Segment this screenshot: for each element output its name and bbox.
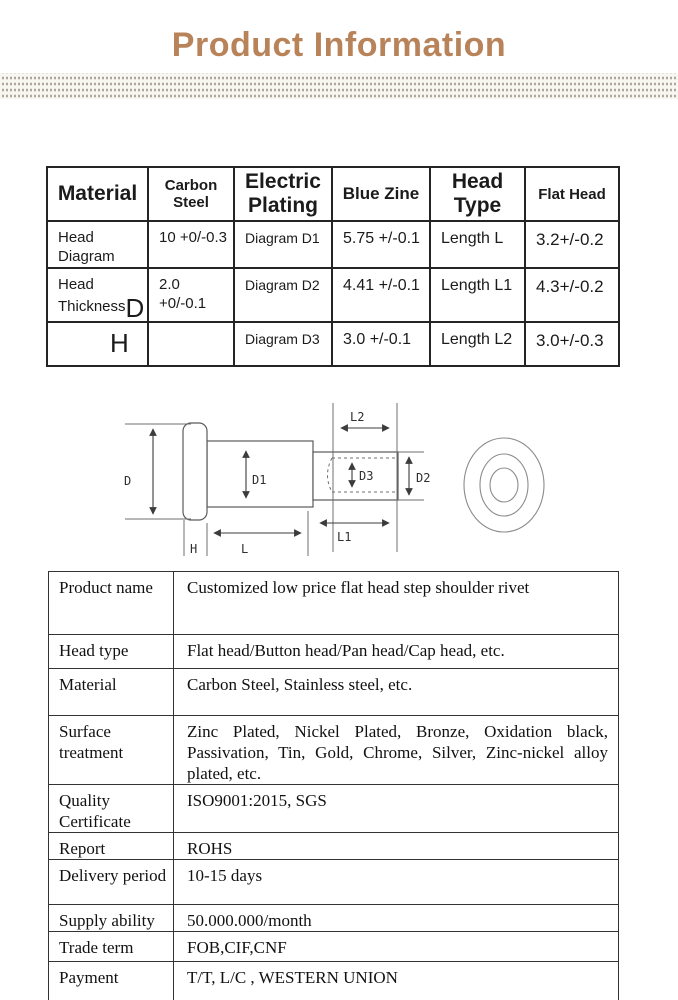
info-label: Report — [49, 833, 174, 860]
info-value: Carbon Steel, Stainless steel, etc. — [174, 669, 619, 716]
info-label: Quality Certificate — [49, 785, 174, 833]
info-value: T/T, L/C , WESTERN UNION — [174, 962, 619, 1000]
spec-cell: Diagram D1 — [234, 221, 332, 268]
info-label: Product name — [49, 572, 174, 635]
dotted-divider — [0, 73, 678, 99]
spec-table — [46, 166, 620, 367]
dim-label-l: L — [241, 542, 249, 556]
info-label: Surface treatment — [49, 716, 174, 785]
spec-row — [47, 268, 619, 322]
spec-cell: Length L — [430, 221, 525, 268]
info-label: Trade term — [49, 932, 174, 962]
dim-label-l2: L2 — [350, 410, 365, 424]
spec-header-cell: Blue Zine — [332, 167, 430, 221]
info-label: Delivery period — [49, 860, 174, 905]
spec-cell: 3.2+/-0.2 — [525, 221, 619, 268]
spec-cell: Length L1 — [430, 268, 525, 322]
spec-cell: 4.3+/-0.2 — [525, 268, 619, 322]
spec-header-cell: Material — [47, 167, 148, 221]
spec-cell — [47, 322, 148, 366]
spec-cell: 3.0 +/-0.1 — [332, 322, 430, 366]
table-row — [49, 962, 619, 1000]
spec-header-cell: Carbon Steel — [148, 167, 234, 221]
spec-cell: 10 +0/-0.3 — [148, 221, 234, 268]
info-label: Head type — [49, 635, 174, 669]
info-value: FOB,CIF,CNF — [174, 932, 619, 962]
dim-label-d2: D2 — [416, 471, 431, 485]
spec-cell: Diagram D3 — [234, 322, 332, 366]
spec-cell: 4.41 +/-0.1 — [332, 268, 430, 322]
rivet-diagram — [0, 392, 678, 570]
spec-cell: Head ThicknessD — [47, 268, 148, 322]
info-label: Supply ability — [49, 905, 174, 932]
spec-cell: Length L2 — [430, 322, 525, 366]
dim-label-l1: L1 — [337, 530, 352, 544]
dimension-letter: D — [125, 293, 145, 323]
rivet-side-view — [124, 403, 430, 556]
table-row — [49, 572, 619, 635]
info-value: 10-15 days — [174, 860, 619, 905]
table-row — [49, 785, 619, 833]
dim-label-d1: D1 — [252, 473, 267, 487]
table-row — [49, 716, 619, 785]
info-value: ROHS — [174, 833, 619, 860]
info-label: Payment — [49, 962, 174, 1000]
info-value: Flat head/Button head/Pan head/Cap head, etc. — [174, 635, 619, 669]
table-row — [49, 905, 619, 932]
spec-row — [47, 221, 619, 268]
spec-cell: 2.0 +0/-0.1 — [148, 268, 234, 322]
spec-cell — [148, 322, 234, 366]
dimension-letter: H — [110, 328, 129, 359]
dim-label-d: D — [124, 474, 132, 488]
table-row — [49, 833, 619, 860]
dim-label-d3: D3 — [359, 469, 374, 483]
spec-header-cell: Electric Plating — [234, 167, 332, 221]
spec-cell: 5.75 +/-0.1 — [332, 221, 430, 268]
spec-cell: Head Diagram — [47, 221, 148, 268]
table-row — [49, 932, 619, 962]
spec-cell: 3.0+/-0.3 — [525, 322, 619, 366]
table-row — [49, 635, 619, 669]
table-row — [49, 860, 619, 905]
info-value: Zinc Plated, Nickel Plated, Bronze, Oxidation black, Passivation, Tin, Gold, Chrome, Silver, Zinc-nickel alloy plated, etc. — [174, 716, 619, 785]
info-table — [48, 571, 619, 1000]
spec-header-cell: Flat Head — [525, 167, 619, 221]
info-table-body — [49, 572, 619, 1000]
info-label: Material — [49, 669, 174, 716]
info-value: 50.000.000/month — [174, 905, 619, 932]
dim-label-h: H — [190, 542, 198, 556]
spec-table-body — [47, 221, 619, 366]
info-value: ISO9001:2015, SGS — [174, 785, 619, 833]
rivet-front-view — [464, 438, 544, 532]
spec-header-cell: Head Type — [430, 167, 525, 221]
spec-row — [47, 322, 619, 366]
info-value: Customized low price flat head step shoulder rivet — [174, 572, 619, 635]
table-row — [49, 669, 619, 716]
spec-header-row — [47, 167, 619, 221]
page-title: Product Information — [171, 26, 507, 64]
spec-cell: Diagram D2 — [234, 268, 332, 322]
